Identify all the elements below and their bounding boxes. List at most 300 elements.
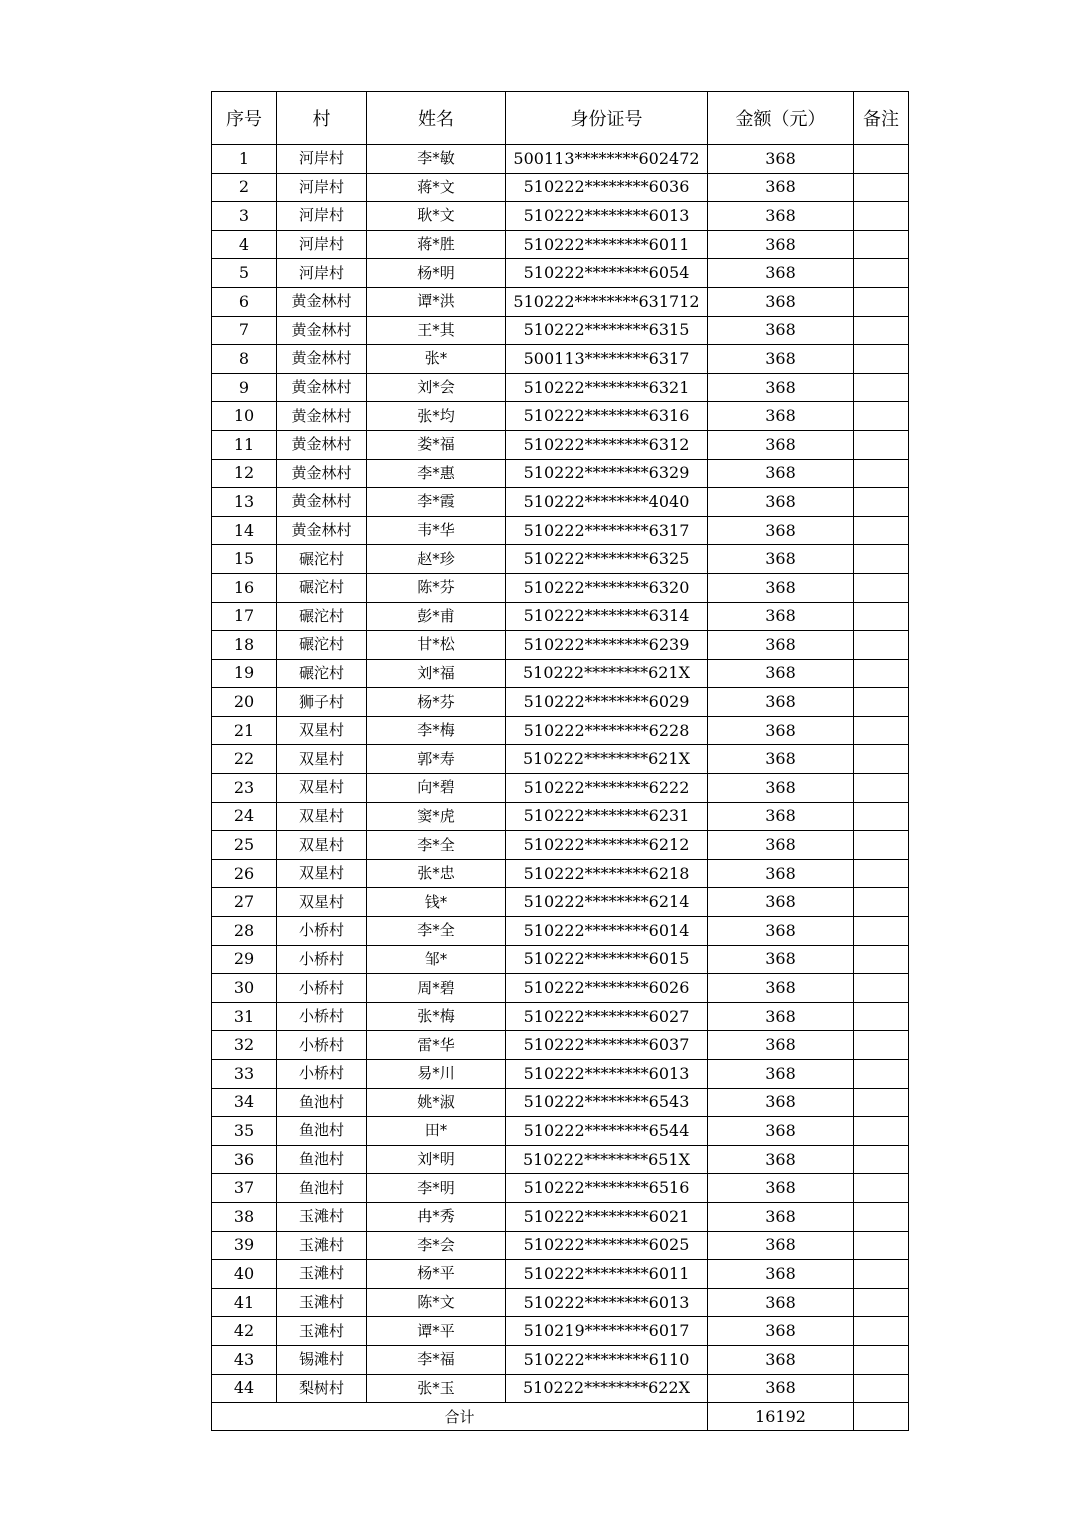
cell-id-number: 510222********622X: [506, 1374, 708, 1403]
cell-amount: 368: [708, 1288, 854, 1317]
cell-remarks: [854, 345, 909, 374]
cell-amount: 368: [708, 145, 854, 174]
cell-village: 黄金林村: [277, 345, 367, 374]
cell-id-number: 510222********6014: [506, 917, 708, 946]
cell-index: 4: [212, 230, 277, 259]
table-row: [212, 516, 909, 545]
cell-id-number: 510222********651X: [506, 1145, 708, 1174]
cell-name: 陈*芬: [367, 573, 506, 602]
table-row: [212, 1202, 909, 1231]
cell-village: 双星村: [277, 802, 367, 831]
table-header: [212, 92, 909, 145]
cell-name: 蒋*胜: [367, 230, 506, 259]
cell-index: 3: [212, 202, 277, 231]
cell-id-number: 510222********6013: [506, 202, 708, 231]
table-row: [212, 974, 909, 1003]
cell-village: 双星村: [277, 859, 367, 888]
cell-amount: 368: [708, 888, 854, 917]
cell-name: 刘*明: [367, 1145, 506, 1174]
cell-remarks: [854, 1288, 909, 1317]
cell-amount: 368: [708, 774, 854, 803]
cell-remarks: [854, 831, 909, 860]
cell-remarks: [854, 173, 909, 202]
cell-village: 黄金林村: [277, 430, 367, 459]
cell-remarks: [854, 716, 909, 745]
cell-remarks: [854, 1088, 909, 1117]
cell-village: 河岸村: [277, 145, 367, 174]
cell-remarks: [854, 1031, 909, 1060]
cell-amount: 368: [708, 345, 854, 374]
cell-id-number: 510222********6316: [506, 402, 708, 431]
cell-village: 黄金林村: [277, 373, 367, 402]
cell-village: 玉滩村: [277, 1260, 367, 1289]
cell-village: 黄金林村: [277, 488, 367, 517]
cell-index: 35: [212, 1117, 277, 1146]
cell-index: 13: [212, 488, 277, 517]
table-row: [212, 745, 909, 774]
cell-name: 赵*珍: [367, 545, 506, 574]
table-body: [212, 145, 909, 1403]
cell-village: 碾沱村: [277, 545, 367, 574]
cell-amount: 368: [708, 430, 854, 459]
cell-amount: 368: [708, 259, 854, 288]
cell-index: 22: [212, 745, 277, 774]
cell-amount: 368: [708, 202, 854, 231]
subsidy-table: [211, 91, 909, 1431]
table-row: [212, 1288, 909, 1317]
cell-id-number: 510222********6312: [506, 430, 708, 459]
cell-index: 20: [212, 688, 277, 717]
cell-name: 甘*松: [367, 631, 506, 660]
table-row: [212, 659, 909, 688]
cell-amount: 368: [708, 659, 854, 688]
cell-amount: 368: [708, 631, 854, 660]
cell-name: 杨*芬: [367, 688, 506, 717]
cell-id-number: 510222********6013: [506, 1288, 708, 1317]
cell-amount: 368: [708, 831, 854, 860]
cell-index: 36: [212, 1145, 277, 1174]
cell-name: 谭*洪: [367, 287, 506, 316]
cell-index: 17: [212, 602, 277, 631]
cell-amount: 368: [708, 802, 854, 831]
cell-id-number: 510222********6015: [506, 945, 708, 974]
cell-remarks: [854, 259, 909, 288]
cell-village: 锡滩村: [277, 1345, 367, 1374]
cell-remarks: [854, 745, 909, 774]
cell-village: 碾沱村: [277, 573, 367, 602]
cell-village: 河岸村: [277, 173, 367, 202]
cell-id-number: 510222********6228: [506, 716, 708, 745]
cell-index: 29: [212, 945, 277, 974]
table-row: [212, 1060, 909, 1089]
table-row: [212, 259, 909, 288]
cell-name: 雷*华: [367, 1031, 506, 1060]
cell-remarks: [854, 1317, 909, 1346]
cell-village: 河岸村: [277, 202, 367, 231]
cell-index: 18: [212, 631, 277, 660]
cell-name: 窦*虎: [367, 802, 506, 831]
header-amount: 金额（元）: [708, 92, 854, 145]
cell-name: 张*: [367, 345, 506, 374]
cell-index: 11: [212, 430, 277, 459]
cell-index: 41: [212, 1288, 277, 1317]
table-row: [212, 316, 909, 345]
cell-village: 鱼池村: [277, 1088, 367, 1117]
cell-id-number: 510222********6026: [506, 974, 708, 1003]
cell-name: 张*玉: [367, 1374, 506, 1403]
cell-village: 黄金林村: [277, 402, 367, 431]
table-footer: [212, 1403, 909, 1431]
table-row: [212, 373, 909, 402]
cell-name: 向*碧: [367, 774, 506, 803]
cell-village: 黄金林村: [277, 316, 367, 345]
table-row: [212, 1174, 909, 1203]
table-row: [212, 1031, 909, 1060]
cell-name: 谭*平: [367, 1317, 506, 1346]
cell-remarks: [854, 459, 909, 488]
cell-id-number: 510222********6329: [506, 459, 708, 488]
cell-name: 姚*淑: [367, 1088, 506, 1117]
cell-village: 鱼池村: [277, 1117, 367, 1146]
cell-remarks: [854, 488, 909, 517]
cell-index: 5: [212, 259, 277, 288]
cell-remarks: [854, 1345, 909, 1374]
total-amount: 16192: [708, 1403, 854, 1431]
table-row: [212, 345, 909, 374]
cell-id-number: 510222********6231: [506, 802, 708, 831]
cell-amount: 368: [708, 402, 854, 431]
cell-index: 33: [212, 1060, 277, 1089]
cell-index: 38: [212, 1202, 277, 1231]
cell-index: 10: [212, 402, 277, 431]
cell-remarks: [854, 573, 909, 602]
cell-remarks: [854, 287, 909, 316]
cell-amount: 368: [708, 373, 854, 402]
cell-name: 李*梅: [367, 716, 506, 745]
table-row: [212, 1088, 909, 1117]
cell-village: 鱼池村: [277, 1174, 367, 1203]
cell-name: 冉*秀: [367, 1202, 506, 1231]
cell-id-number: 510222********6037: [506, 1031, 708, 1060]
table-row: [212, 917, 909, 946]
cell-index: 26: [212, 859, 277, 888]
cell-village: 黄金林村: [277, 287, 367, 316]
table-row: [212, 1231, 909, 1260]
cell-index: 1: [212, 145, 277, 174]
cell-index: 32: [212, 1031, 277, 1060]
table-row: [212, 173, 909, 202]
cell-village: 双星村: [277, 774, 367, 803]
cell-index: 7: [212, 316, 277, 345]
cell-amount: 368: [708, 1231, 854, 1260]
cell-index: 16: [212, 573, 277, 602]
cell-index: 31: [212, 1002, 277, 1031]
cell-amount: 368: [708, 573, 854, 602]
cell-id-number: 510222********6325: [506, 545, 708, 574]
cell-name: 王*其: [367, 316, 506, 345]
cell-amount: 368: [708, 173, 854, 202]
total-row: [212, 1403, 909, 1431]
cell-id-number: 510222********6025: [506, 1231, 708, 1260]
cell-id-number: 510222********6021: [506, 1202, 708, 1231]
cell-amount: 368: [708, 1174, 854, 1203]
cell-amount: 368: [708, 1145, 854, 1174]
cell-remarks: [854, 145, 909, 174]
cell-remarks: [854, 1117, 909, 1146]
cell-remarks: [854, 1231, 909, 1260]
cell-remarks: [854, 1374, 909, 1403]
cell-remarks: [854, 802, 909, 831]
table-row: [212, 573, 909, 602]
cell-amount: 368: [708, 745, 854, 774]
cell-village: 小桥村: [277, 1002, 367, 1031]
cell-index: 30: [212, 974, 277, 1003]
cell-remarks: [854, 373, 909, 402]
total-remarks: [854, 1403, 909, 1431]
cell-index: 6: [212, 287, 277, 316]
cell-amount: 368: [708, 1088, 854, 1117]
cell-index: 43: [212, 1345, 277, 1374]
cell-amount: 368: [708, 602, 854, 631]
cell-name: 李*福: [367, 1345, 506, 1374]
cell-name: 韦*华: [367, 516, 506, 545]
cell-remarks: [854, 316, 909, 345]
cell-id-number: 510222********6222: [506, 774, 708, 803]
cell-name: 李*惠: [367, 459, 506, 488]
cell-amount: 368: [708, 974, 854, 1003]
cell-village: 梨树村: [277, 1374, 367, 1403]
table-row: [212, 802, 909, 831]
cell-id-number: 510222********621X: [506, 659, 708, 688]
cell-amount: 368: [708, 1260, 854, 1289]
table-row: [212, 859, 909, 888]
cell-index: 19: [212, 659, 277, 688]
cell-amount: 368: [708, 1345, 854, 1374]
cell-id-number: 500113********6317: [506, 345, 708, 374]
table-row: [212, 945, 909, 974]
cell-amount: 368: [708, 316, 854, 345]
table-row: [212, 1374, 909, 1403]
cell-name: 刘*会: [367, 373, 506, 402]
cell-id-number: 510222********6054: [506, 259, 708, 288]
table-row: [212, 545, 909, 574]
cell-remarks: [854, 1060, 909, 1089]
cell-village: 双星村: [277, 888, 367, 917]
cell-village: 黄金林村: [277, 459, 367, 488]
table-row: [212, 1345, 909, 1374]
cell-village: 小桥村: [277, 1060, 367, 1089]
cell-name: 张*均: [367, 402, 506, 431]
cell-village: 河岸村: [277, 230, 367, 259]
cell-village: 黄金林村: [277, 516, 367, 545]
cell-remarks: [854, 917, 909, 946]
cell-amount: 368: [708, 459, 854, 488]
cell-id-number: 510222********6011: [506, 230, 708, 259]
table-row: [212, 688, 909, 717]
cell-remarks: [854, 888, 909, 917]
header-row: [212, 92, 909, 145]
table-row: [212, 602, 909, 631]
cell-amount: 368: [708, 859, 854, 888]
cell-name: 刘*福: [367, 659, 506, 688]
cell-name: 彭*甫: [367, 602, 506, 631]
cell-name: 邹*: [367, 945, 506, 974]
cell-remarks: [854, 659, 909, 688]
cell-village: 小桥村: [277, 974, 367, 1003]
cell-village: 鱼池村: [277, 1145, 367, 1174]
cell-name: 田*: [367, 1117, 506, 1146]
cell-remarks: [854, 230, 909, 259]
cell-id-number: 510222********6516: [506, 1174, 708, 1203]
cell-index: 40: [212, 1260, 277, 1289]
cell-amount: 368: [708, 230, 854, 259]
cell-amount: 368: [708, 287, 854, 316]
cell-id-number: 510222********6239: [506, 631, 708, 660]
cell-name: 杨*平: [367, 1260, 506, 1289]
total-label: 合计: [212, 1403, 708, 1431]
cell-id-number: 510222********6218: [506, 859, 708, 888]
cell-amount: 368: [708, 945, 854, 974]
table-row: [212, 774, 909, 803]
cell-id-number: 500113********602472: [506, 145, 708, 174]
cell-id-number: 510222********6321: [506, 373, 708, 402]
table-row: [212, 430, 909, 459]
cell-index: 39: [212, 1231, 277, 1260]
cell-index: 21: [212, 716, 277, 745]
header-village: 村: [277, 92, 367, 145]
cell-amount: 368: [708, 716, 854, 745]
cell-id-number: 510222********631712: [506, 287, 708, 316]
table-row: [212, 402, 909, 431]
table-row: [212, 488, 909, 517]
cell-id-number: 510222********621X: [506, 745, 708, 774]
cell-index: 12: [212, 459, 277, 488]
cell-remarks: [854, 974, 909, 1003]
cell-id-number: 510222********6544: [506, 1117, 708, 1146]
cell-village: 小桥村: [277, 917, 367, 946]
cell-name: 陈*文: [367, 1288, 506, 1317]
cell-amount: 368: [708, 1031, 854, 1060]
cell-amount: 368: [708, 545, 854, 574]
cell-name: 李*明: [367, 1174, 506, 1203]
header-name: 姓名: [367, 92, 506, 145]
cell-remarks: [854, 859, 909, 888]
cell-index: 14: [212, 516, 277, 545]
cell-index: 37: [212, 1174, 277, 1203]
cell-village: 碾沱村: [277, 631, 367, 660]
cell-amount: 368: [708, 1060, 854, 1089]
cell-name: 杨*明: [367, 259, 506, 288]
cell-remarks: [854, 945, 909, 974]
table-row: [212, 459, 909, 488]
table-row: [212, 716, 909, 745]
cell-remarks: [854, 1145, 909, 1174]
cell-amount: 368: [708, 1317, 854, 1346]
table-row: [212, 1117, 909, 1146]
cell-remarks: [854, 1002, 909, 1031]
cell-amount: 368: [708, 488, 854, 517]
cell-name: 李*全: [367, 831, 506, 860]
cell-name: 李*会: [367, 1231, 506, 1260]
cell-village: 双星村: [277, 716, 367, 745]
cell-index: 28: [212, 917, 277, 946]
cell-remarks: [854, 774, 909, 803]
cell-village: 小桥村: [277, 945, 367, 974]
cell-remarks: [854, 545, 909, 574]
table-row: [212, 831, 909, 860]
cell-index: 27: [212, 888, 277, 917]
cell-id-number: 510222********6036: [506, 173, 708, 202]
cell-village: 小桥村: [277, 1031, 367, 1060]
cell-id-number: 510222********6314: [506, 602, 708, 631]
cell-village: 碾沱村: [277, 659, 367, 688]
cell-amount: 368: [708, 1002, 854, 1031]
table-row: [212, 888, 909, 917]
cell-name: 张*忠: [367, 859, 506, 888]
cell-village: 玉滩村: [277, 1231, 367, 1260]
cell-remarks: [854, 631, 909, 660]
cell-id-number: 510222********6027: [506, 1002, 708, 1031]
cell-amount: 368: [708, 516, 854, 545]
cell-village: 双星村: [277, 831, 367, 860]
cell-id-number: 510222********6212: [506, 831, 708, 860]
cell-name: 娄*福: [367, 430, 506, 459]
cell-remarks: [854, 1202, 909, 1231]
cell-remarks: [854, 1260, 909, 1289]
cell-id-number: 510222********6013: [506, 1060, 708, 1089]
cell-village: 玉滩村: [277, 1317, 367, 1346]
cell-village: 双星村: [277, 745, 367, 774]
cell-index: 34: [212, 1088, 277, 1117]
cell-name: 蒋*文: [367, 173, 506, 202]
cell-remarks: [854, 402, 909, 431]
table-row: [212, 631, 909, 660]
cell-id-number: 510222********6317: [506, 516, 708, 545]
cell-index: 24: [212, 802, 277, 831]
cell-index: 15: [212, 545, 277, 574]
table-row: [212, 230, 909, 259]
cell-remarks: [854, 202, 909, 231]
cell-village: 玉滩村: [277, 1202, 367, 1231]
cell-amount: 368: [708, 688, 854, 717]
header-index: 序号: [212, 92, 277, 145]
cell-remarks: [854, 430, 909, 459]
cell-name: 郭*寿: [367, 745, 506, 774]
table-row: [212, 145, 909, 174]
cell-village: 狮子村: [277, 688, 367, 717]
cell-name: 钱*: [367, 888, 506, 917]
cell-village: 碾沱村: [277, 602, 367, 631]
cell-index: 42: [212, 1317, 277, 1346]
cell-name: 耿*文: [367, 202, 506, 231]
cell-id-number: 510219********6017: [506, 1317, 708, 1346]
table-row: [212, 1002, 909, 1031]
cell-village: 河岸村: [277, 259, 367, 288]
header-id-number: 身份证号: [506, 92, 708, 145]
table-row: [212, 1260, 909, 1289]
cell-id-number: 510222********6110: [506, 1345, 708, 1374]
cell-amount: 368: [708, 1202, 854, 1231]
cell-index: 44: [212, 1374, 277, 1403]
cell-name: 李*敏: [367, 145, 506, 174]
cell-id-number: 510222********6029: [506, 688, 708, 717]
cell-name: 李*霞: [367, 488, 506, 517]
cell-id-number: 510222********6320: [506, 573, 708, 602]
cell-name: 周*碧: [367, 974, 506, 1003]
cell-remarks: [854, 1174, 909, 1203]
cell-remarks: [854, 516, 909, 545]
cell-index: 2: [212, 173, 277, 202]
